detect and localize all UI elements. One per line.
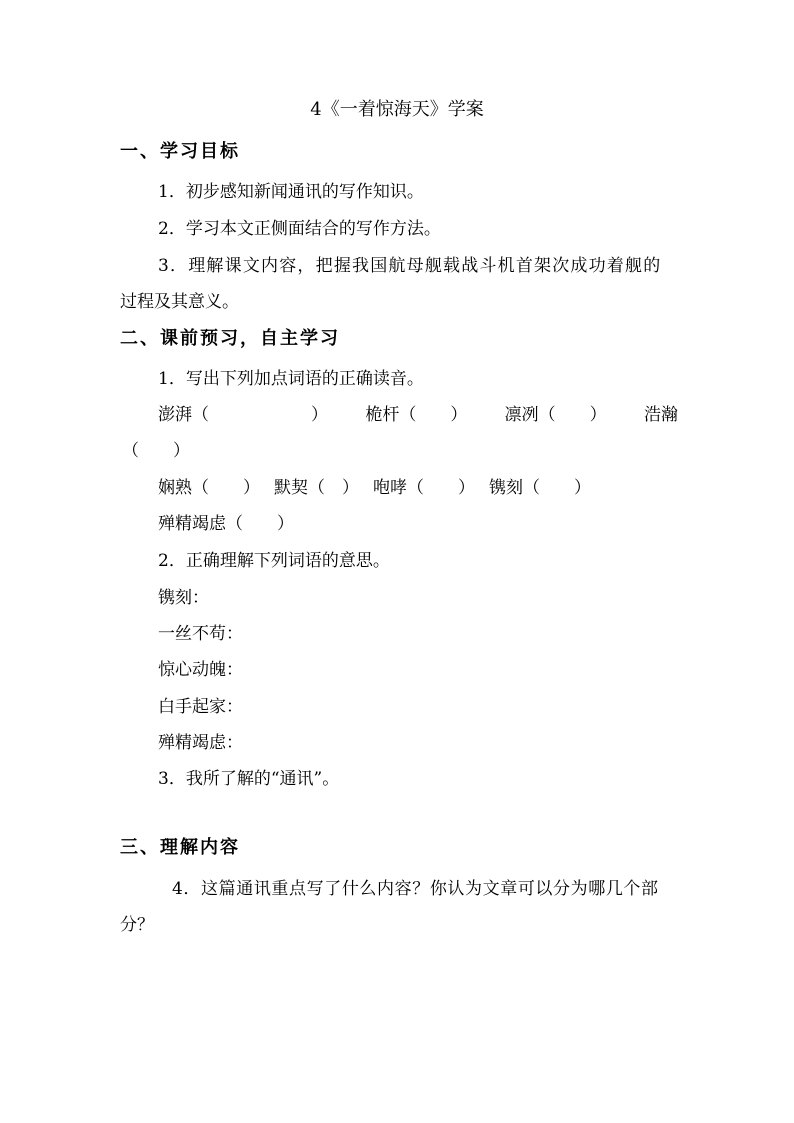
pinyin-item (365, 405, 467, 425)
section-heading-goals: 一、学习目标 (120, 141, 240, 162)
term-definition: 一丝不苟： (158, 624, 243, 644)
term-word: 镌刻 (489, 478, 523, 498)
question-4-cont: 分？ (120, 915, 154, 935)
answer-blank: （ ） (538, 405, 607, 425)
pinyin-item (644, 405, 678, 425)
answer-blank: （ ） (399, 405, 468, 425)
section-heading-preview: 二、课前预习，自主学习 (120, 328, 340, 349)
pinyin-item (373, 478, 475, 498)
term-word: 桅杆 (365, 405, 400, 425)
term-word: 凛冽 (504, 405, 539, 425)
question-4: 4．这篇通讯重点写了什么内容？你认为文章可以分为哪几个部 (172, 879, 659, 899)
pinyin-row-3: 殚精竭虑（ ） (158, 514, 294, 534)
term-word: 咆哮 (373, 478, 407, 498)
term-definition: 镌刻： (158, 588, 209, 608)
answer-blank: （ ） (192, 405, 328, 425)
pinyin-row-1-wrap: （ ） (122, 441, 190, 461)
pinyin-item (158, 478, 260, 498)
page-title: 4《一着惊海天》学案 (310, 99, 484, 120)
pinyin-row-2 (158, 478, 591, 498)
term-definition: 惊心动魄： (158, 660, 243, 680)
term-word: 澎湃 (158, 405, 192, 425)
term-word: 默契 (274, 478, 308, 498)
pinyin-item (505, 405, 607, 425)
answer-blank: （ ） (407, 478, 475, 498)
pinyin-item (274, 478, 359, 498)
answer-blank: （ ） (308, 478, 359, 498)
section-heading-content: 三、理解内容 (120, 837, 240, 858)
question-1: 1．写出下列加点词语的正确读音。 (158, 369, 424, 389)
question-3: 3．我所了解的“通讯”。 (158, 769, 340, 789)
pinyin-item (489, 478, 591, 498)
term-definition: 殚精竭虑： (158, 733, 243, 753)
term-word: 娴熟 (158, 478, 192, 498)
goal-item-3-cont: 过程及其意义。 (120, 292, 239, 312)
answer-blank: （ ） (192, 478, 260, 498)
goal-item-2: 2．学习本文正侧面结合的写作方法。 (158, 219, 441, 239)
goal-item-1: 1．初步感知新闻通讯的写作知识。 (158, 182, 424, 202)
term-word: 浩瀚 (643, 405, 678, 425)
question-2: 2．正确理解下列词语的意思。 (158, 551, 390, 571)
pinyin-item (158, 405, 328, 425)
answer-blank: （ ） (523, 478, 591, 498)
goal-item-3: 3．理解课文内容，把握我国航母舰载战斗机首架次成功着舰的 (158, 256, 662, 276)
term-definition: 白手起家： (158, 697, 243, 717)
pinyin-row-1 (158, 405, 678, 425)
